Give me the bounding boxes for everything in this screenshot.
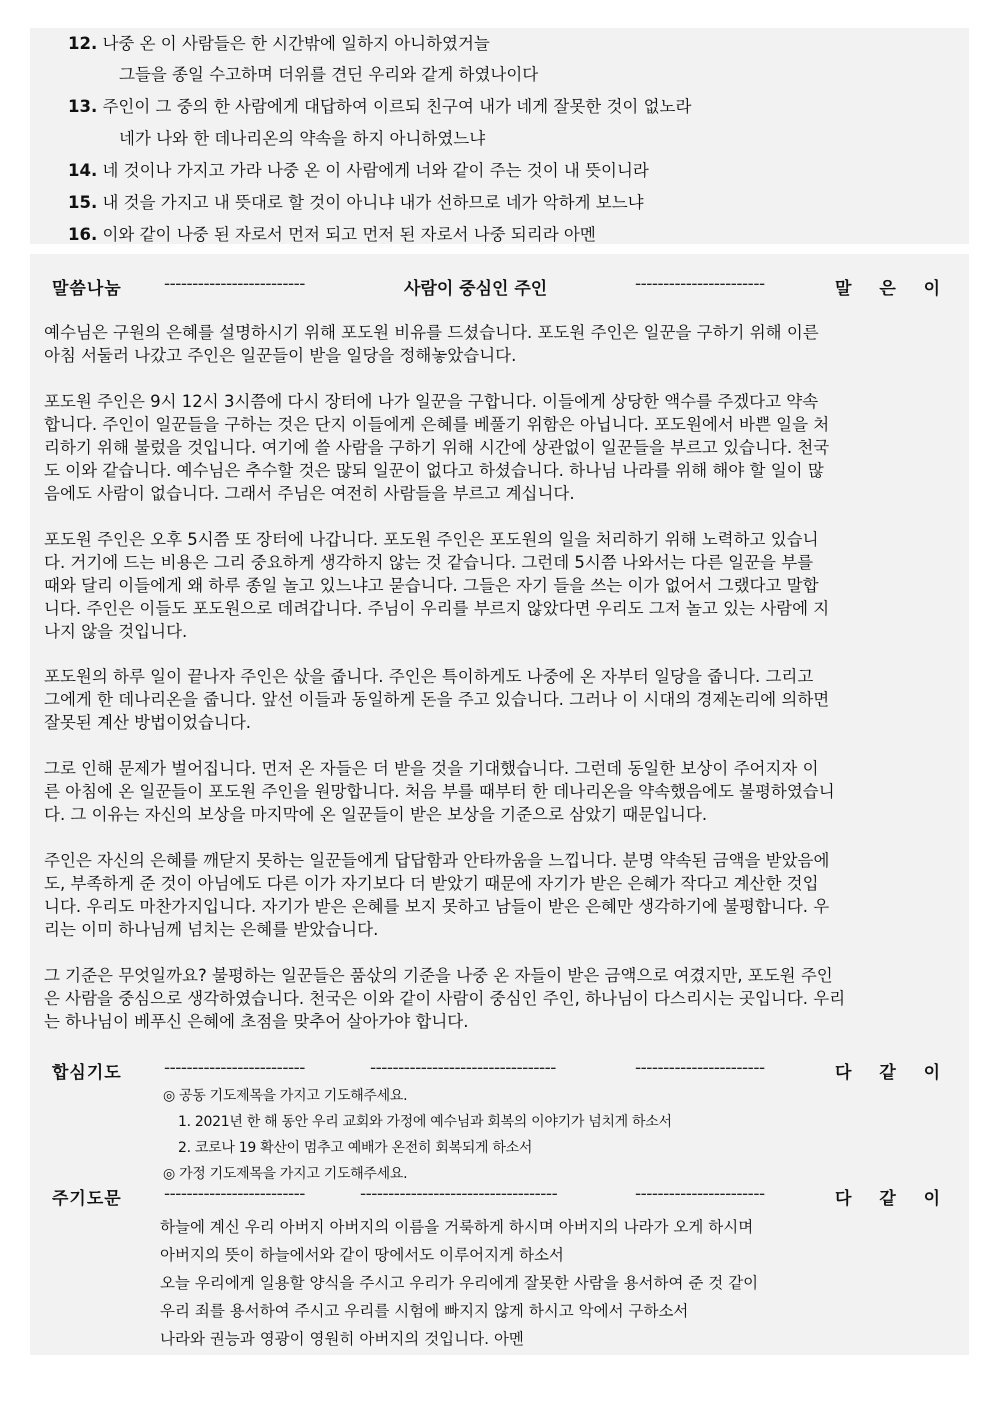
lords-prayer-line: 나라와 권능과 영광이 영원히 아버지의 것입니다. 아멘 xyxy=(160,1330,524,1348)
sermon-paragraph xyxy=(44,390,962,505)
common-prayer-header: ◎ 공동 기도제목을 가지고 기도해주세요. xyxy=(163,1088,408,1104)
verse-text: 내 것을 가지고 내 뜻대로 할 것이 아니냐 내가 선하므로 네가 악하게 보느냐 xyxy=(102,193,644,212)
verse-text: 이와 같이 나중 된 자로서 먼저 되고 먼저 된 자로서 나중 되리라 아멘 xyxy=(102,225,596,244)
sermon-header xyxy=(30,274,969,298)
verse-number: 12. xyxy=(68,34,98,53)
paragraph-line: 니다. 주인은 이들도 포도원으로 데려갑니다. 주님이 우리를 부르지 않았다면 우리도 그저 놀고 있는 사람에 지 xyxy=(44,599,830,618)
lords-prayer-header xyxy=(30,1184,969,1208)
paragraph-line: 다. 그 이유는 자신의 보상을 마지막에 온 일꾼들이 받은 보상을 기준으로 삼았기 때문입니다. xyxy=(44,805,708,824)
verse-text: 주인이 그 중의 한 사람에게 대답하여 이르되 친구여 내가 네게 잘못한 것이 없노라 xyxy=(102,97,692,116)
paragraph-line: 도 이와 같습니다. 예수님은 추수할 것은 많되 일꾼이 없다고 하셨습니다. 하나님 나라를 위해 해야 할 일이 많 xyxy=(44,461,824,480)
paragraph-line: 리하기 위해 불렀을 것입니다. 여기에 쓸 사람을 구하기 위해 시간에 상관없이 일꾼들을 부르고 있습니다. 천국 xyxy=(44,438,830,457)
verse-number: 15. xyxy=(68,193,98,212)
sermon-paragraph xyxy=(44,964,962,1033)
verse-text: 네 것이나 가지고 가라 나중 온 이 사람에게 너와 같이 주는 것이 내 뜻이니라 xyxy=(102,161,649,180)
paragraph-line: 는 하나님이 베푸신 은혜에 초점을 맞추어 살아가야 합니다. xyxy=(44,1012,469,1031)
section-label: 합심기도 xyxy=(52,1063,122,1083)
paragraph-line: 아침 서둘러 나갔고 주인은 일꾼들이 받을 일당을 정해놓았습니다. xyxy=(44,346,517,365)
paragraph-line: 리는 이미 하나님께 넘치는 은혜를 받았습니다. xyxy=(44,920,379,939)
paragraph-line: 때와 달리 이들에게 왜 하루 종일 놀고 있느냐고 묻습니다. 그들은 자기 들을 쓰는 이가 없어서 그랬다고 말합 xyxy=(44,576,819,595)
verse-number: 16. xyxy=(68,225,98,244)
verse-line xyxy=(68,157,649,181)
paragraph-line: 그에게 한 데나리온을 줍니다. 앞선 이들과 동일하게 돈을 주고 있습니다. 그러나 이 시대의 경제논리에 의하면 xyxy=(44,690,830,709)
verse-line xyxy=(119,125,485,149)
paragraph-line: 합니다. 주인이 일꾼들을 구하는 것은 단지 이들에게 은혜를 베풀기 위함은 아닙니다. 포도원에서 바쁜 일을 처 xyxy=(44,415,830,434)
verse-line xyxy=(119,61,538,85)
lords-prayer-line: 오늘 우리에게 일용할 양식을 주시고 우리가 우리에게 잘못한 사람을 용서하여 준 것 같이 xyxy=(160,1274,759,1292)
sermon-paragraph xyxy=(44,528,962,643)
participant-label: 다 같 이 xyxy=(835,1189,941,1209)
participant-label: 다 같 이 xyxy=(835,1063,941,1083)
paragraph-line: 니다. 우리도 마찬가지입니다. 자기가 받은 은혜를 보지 못하고 남들이 받은 은혜만 생각하기에 불평합니다. 우 xyxy=(44,897,830,916)
sermon-paragraph xyxy=(44,849,962,941)
divider-dashes: ------------------------- xyxy=(164,1058,305,1078)
prayer-item: 2. 코로나 19 확산이 멈추고 예배가 온전히 회복되게 하소서 xyxy=(178,1140,533,1156)
paragraph-line: 도, 부족하게 준 것이 아님에도 다른 이가 자기보다 더 받았기 때문에 자기가 받은 은혜가 작다고 계산한 것입 xyxy=(44,874,819,893)
prayer-header xyxy=(30,1058,969,1082)
section-label: 주기도문 xyxy=(52,1189,122,1209)
verse-line xyxy=(68,30,490,54)
divider-dashes: ----------------------- xyxy=(635,1058,765,1078)
verse-text: 나중 온 이 사람들은 한 시간밖에 일하지 아니하였거늘 xyxy=(102,34,490,53)
paragraph-line: 잘못된 계산 방법이었습니다. xyxy=(44,713,252,732)
speaker-label: 말 은 이 xyxy=(835,279,941,299)
divider-dashes: ------------------------- xyxy=(164,274,305,294)
paragraph-line: 른 아침에 온 일꾼들이 포도원 주인을 원망합니다. 처음 부를 때부터 한 데나리온을 약속했음에도 불평하였습니 xyxy=(44,782,835,801)
divider-dashes: ------------------------- xyxy=(164,1184,305,1204)
verse-text: 네가 나와 한 데나리온의 약속을 하지 아니하였느냐 xyxy=(119,129,486,148)
divider-dashes: ----------------------- xyxy=(635,1184,765,1204)
sermon-paragraph xyxy=(44,321,962,367)
section-label: 말씀나눔 xyxy=(52,279,122,299)
verse-number: 14. xyxy=(68,161,98,180)
sermon-paragraph xyxy=(44,665,962,734)
paragraph-line: 은 사람을 중심으로 생각하였습니다. 천국은 이와 같이 사람이 중심인 주인, 하나님이 다스리시는 곳입니다. 우리 xyxy=(44,989,846,1008)
paragraph-line: 음에도 사람이 없습니다. 그래서 주님은 여전히 사람들을 부르고 계십니다. xyxy=(44,484,575,503)
verse-number: 13. xyxy=(68,97,98,116)
divider-dashes: ----------------------- xyxy=(635,274,765,294)
family-prayer-header: ◎ 가정 기도제목을 가지고 기도해주세요. xyxy=(163,1166,408,1182)
prayer-item: 1. 2021년 한 해 동안 우리 교회와 가정에 예수님과 회복의 이야기가 넘치게 하소서 xyxy=(178,1114,672,1130)
paragraph-line: 포도원 주인은 9시 12시 3시쯤에 다시 장터에 나가 일꾼을 구합니다. 이들에게 상당한 액수를 주겠다고 약속 xyxy=(44,392,819,411)
verse-line xyxy=(68,189,644,213)
scripture-verses-panel xyxy=(30,28,969,244)
sermon-title: 사람이 중심인 주인 xyxy=(404,279,548,299)
paragraph-line: 그로 인해 문제가 벌어집니다. 먼저 온 자들은 더 받을 것을 기대했습니다. 그런데 동일한 보상이 주어지자 이 xyxy=(44,759,819,778)
paragraph-line: 예수님은 구원의 은혜를 설명하시기 위해 포도원 비유를 드셨습니다. 포도원 주인은 일꾼을 구하기 위해 이른 xyxy=(44,323,819,342)
sermon-panel xyxy=(30,254,969,1355)
paragraph-line: 다. 거기에 드는 비용은 그리 중요하게 생각하지 않는 것 같습니다. 그런데 5시쯤 나와서는 다른 일꾼을 부를 xyxy=(44,553,814,572)
paragraph-line: 나지 않을 것입니다. xyxy=(44,622,188,641)
sermon-paragraph xyxy=(44,757,962,826)
paragraph-line: 주인은 자신의 은혜를 깨닫지 못하는 일꾼들에게 답답함과 안타까움을 느낍니다. 분명 약속된 금액을 받았음에 xyxy=(44,851,830,870)
lords-prayer-line: 아버지의 뜻이 하늘에서와 같이 땅에서도 이루어지게 하소서 xyxy=(160,1246,564,1264)
verse-text: 그들을 종일 수고하며 더위를 견딘 우리와 같게 하였나이다 xyxy=(119,65,539,84)
lords-prayer-line: 하늘에 계신 우리 아버지 아버지의 이름을 거룩하게 하시며 아버지의 나라가 오게 하시며 xyxy=(160,1218,754,1236)
divider-dashes: ----------------------------------- xyxy=(360,1184,558,1204)
lords-prayer-line: 우리 죄를 용서하여 주시고 우리를 시험에 빠지지 않게 하시고 악에서 구하소서 xyxy=(160,1302,689,1320)
verse-line xyxy=(68,221,596,245)
divider-dashes: --------------------------------- xyxy=(370,1058,556,1078)
verse-line xyxy=(68,93,691,117)
paragraph-line: 포도원 주인은 오후 5시쯤 또 장터에 나갑니다. 포도원 주인은 포도원의 일을 처리하기 위해 노력하고 있습니 xyxy=(44,530,819,549)
paragraph-line: 그 기준은 무엇일까요? 불평하는 일꾼들은 품삯의 기준을 나중 온 자들이 받은 금액으로 여겼지만, 포도원 주인 xyxy=(44,966,833,985)
paragraph-line: 포도원의 하루 일이 끝나자 주인은 삯을 줍니다. 주인은 특이하게도 나중에 온 자부터 일당을 줍니다. 그리고 xyxy=(44,667,814,686)
